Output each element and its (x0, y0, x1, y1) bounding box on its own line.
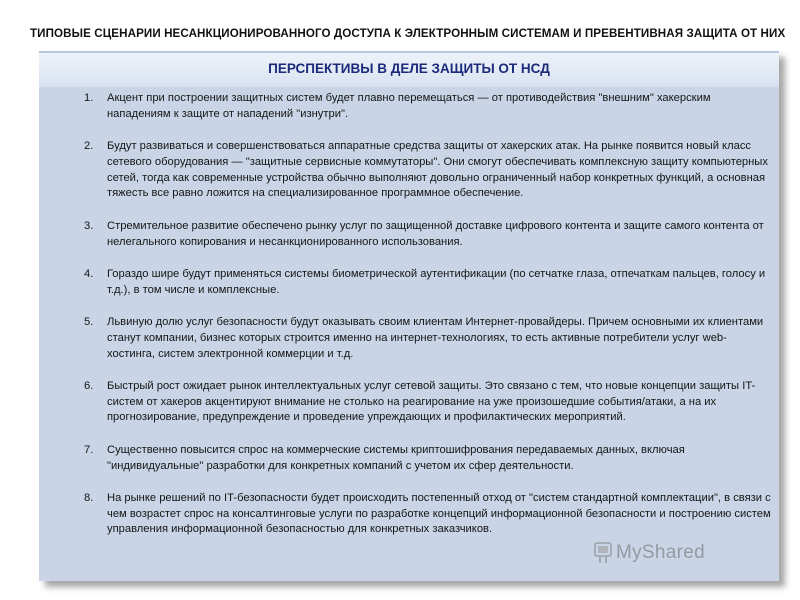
list-item-number: 8. (84, 491, 94, 504)
list-item-text: Быстрый рост ожидает рынок интеллектуальных услуг сетевой защиты. Это связано с тем, что новые концепции защиты IT-систем от хакеров акцентируют внимание не столько на реагирование на уже произошедшие события/атаки, а на их прогнозирование, предупреждение и проведение упреждающих и профилактических мероприятий. (107, 379, 756, 424)
list-item (84, 443, 774, 475)
content-panel (39, 51, 779, 581)
list-item (84, 267, 774, 299)
perspectives-list (84, 91, 774, 555)
list-item (84, 379, 774, 426)
list-item-number: 1. (84, 92, 94, 104)
list-item-text: Львиную долю услуг безопасности будут оказывать своим клиентам Интернет-провайдеры. Причем основными их клиентами станут компании, бизнес которых строится именно на интернет-технологиях, то есть активные потребители услуг web-хостинга, систем электронной коммерции и т.д. (107, 315, 764, 360)
list-item-number: 3. (84, 219, 94, 232)
list-item (84, 91, 774, 123)
list-item (84, 491, 774, 538)
list-item-text: Гораздо шире будут применяться системы биометрической аутентификации (по сетчатке глаза, отпечаткам пальцев, голосу и т.д.), в том числе и комплексные. (107, 267, 766, 296)
list-item-text: Существенно повысится спрос на коммерческие системы криптошифрования передаваемых данных, включая "индивидуальные" разработки для конкретных компаний с учетом их сфер деятельности. (107, 443, 685, 472)
list-item-number: 6. (84, 379, 94, 392)
panel-header (39, 51, 779, 87)
list-item-number: 4. (84, 267, 94, 280)
list-item-text: Стремительное развитие обеспечено рынку услуг по защищенной доставке цифрового контента и защите самого контента от нелегального копирования и несанкционированного использования. (107, 219, 764, 248)
list-item (84, 219, 774, 251)
watermark-text: MyShared (616, 542, 705, 563)
myshared-logo-icon (593, 542, 613, 564)
list-item-number: 5. (84, 315, 94, 328)
page-title: ТИПОВЫЕ СЦЕНАРИИ НЕСАНКЦИОНИРОВАННОГО ДОСТУПА К ЭЛЕКТРОННЫМ СИСТЕМАМ И ПРЕВЕНТИВНАЯ ЗАЩИТА ОТ НИХ (30, 27, 786, 40)
list-item-text: Будут развиваться и совершенствоваться аппаратные средства защиты от хакерских атак. На рынке появится новый класс сетевого оборудования — "защитные сервисные коммутаторы". Они смогут обеспечивать комплексную защиту компьютерных сетей, тогда как современные устройства обычно выполняют довольно ограниченный набор конкретных функций, а основная тяжесть все равно ложится на специализированное программное обеспечение. (107, 140, 768, 200)
list-item (84, 139, 774, 202)
list-item-number: 7. (84, 443, 94, 456)
list-item (84, 315, 774, 362)
list-item-text: Акцент при построении защитных систем будет плавно перемещаться — от противодействия "внешним" хакерским нападениям к защите от нападений "изнутри". (107, 92, 711, 120)
list-item-number: 2. (84, 140, 94, 153)
watermark (593, 539, 705, 567)
list-item-text: На рынке решений по IT-безопасности будет происходить постепенный отход от "систем стандартной комплектации", в связи с чем возрастет спрос на консалтинговые услуги по разработке концепций информационной безопасности и построению систем управления информационной безопасностью для конкретных заказчиков. (107, 491, 771, 536)
panel-title: ПЕРСПЕКТИВЫ В ДЕЛЕ ЗАЩИТЫ ОТ НСД (268, 61, 550, 76)
